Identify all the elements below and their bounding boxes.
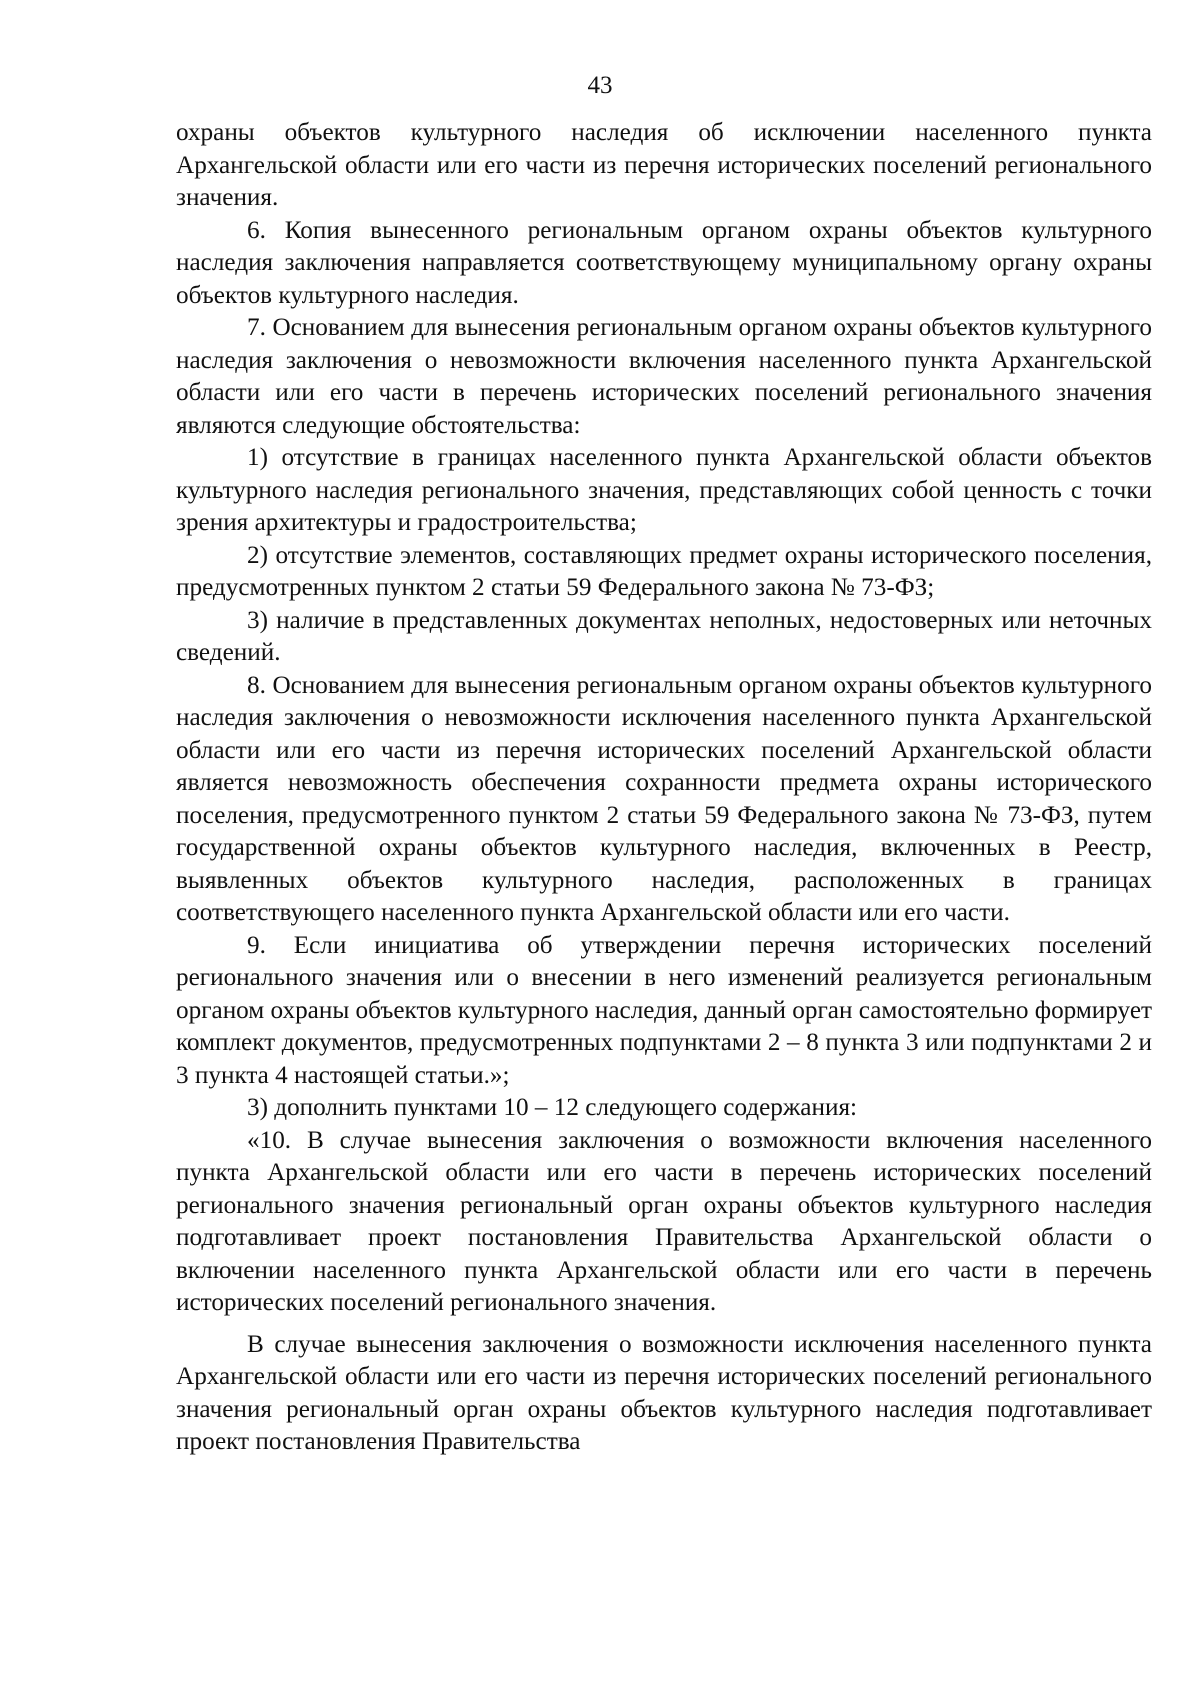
paragraph-item-6: 6. Копия вынесенного региональным органом охраны объектов культурного наследия заключения направляется соответствующему муниципальному органу охраны объектов культурного наследия. [176, 216, 1152, 309]
paragraph-continuation: охраны объектов культурного наследия об исключении населенного пункта Архангельской области или его части из перечня исторических поселений регионального значения. [176, 119, 1152, 211]
paragraph-item-7: 7. Основанием для вынесения региональным органом охраны объектов культурного наследия заключения о невозможности включения населенного пункта Архангельской области или его части в перечень исторических поселений регионального значения являются следующие обстоятельства: [176, 314, 1152, 439]
paragraph-item-9: 9. Если инициатива об утверждении перечня исторических поселений регионального значения или о внесении в него изменений реализуется региональным органом охраны объектов культурного наследия, данный орган самостоятельно формирует комплект документов, предусмотренных подпунктами 2 – 8 пункта 3 или подпунктами 2 и 3 пункта 4 настоящей статьи.»; [176, 931, 1152, 1089]
amendment-item-3: 3) дополнить пунктами 10 – 12 следующего содержания: [247, 1094, 858, 1121]
subparagraph-7-2: 2) отсутствие элементов, составляющих предмет охраны исторического поселения, предусмотренных пунктом 2 статьи 59 Федерального закона № 73-ФЗ; [176, 541, 1152, 601]
subparagraph-7-1: 1) отсутствие в границах населенного пункта Архангельской области объектов культурного наследия регионального значения, представляющих собой ценность с точки зрения архитектуры и градостроительства; [176, 444, 1152, 536]
paragraph-item-8: 8. Основанием для вынесения региональным органом охраны объектов культурного наследия заключения о невозможности исключения населенного пункта Архангельской области или его части из перечня исторических поселений Архангельской области является невозможность обеспечения сохранности предмета охраны исторического поселения, предусмотренного пунктом 2 статьи 59 Федерального закона № 73-ФЗ, путем государственной охраны объектов культурного наследия, включенных в Реестр, выявленных объектов культурного наследия, расположенных в границах соответствующего населенного пункта Архангельской области или его части. [176, 671, 1152, 926]
paragraph-item-10-continued: В случае вынесения заключения о возможности исключения населенного пункта Архангельской области или его части из перечня исторических поселений регионального значения региональный орган охраны объектов культурного наследия подготавливает проект постановления Правительства [176, 1330, 1152, 1455]
subparagraph-7-3: 3) наличие в представленных документах неполных, недостоверных или неточных сведений. [176, 606, 1152, 666]
paragraph-item-10: «10. В случае вынесения заключения о возможности включения населенного пункта Архангельской области или его части в перечень исторических поселений регионального значения региональный орган охраны объектов культурного наследия подготавливает проект постановления Правительства Архангельской области о включении населенного пункта Архангельской области или его части в перечень исторических поселений регионального значения. [176, 1126, 1152, 1316]
document-body [176, 117, 1152, 1459]
page-number: 43 [587, 72, 613, 99]
